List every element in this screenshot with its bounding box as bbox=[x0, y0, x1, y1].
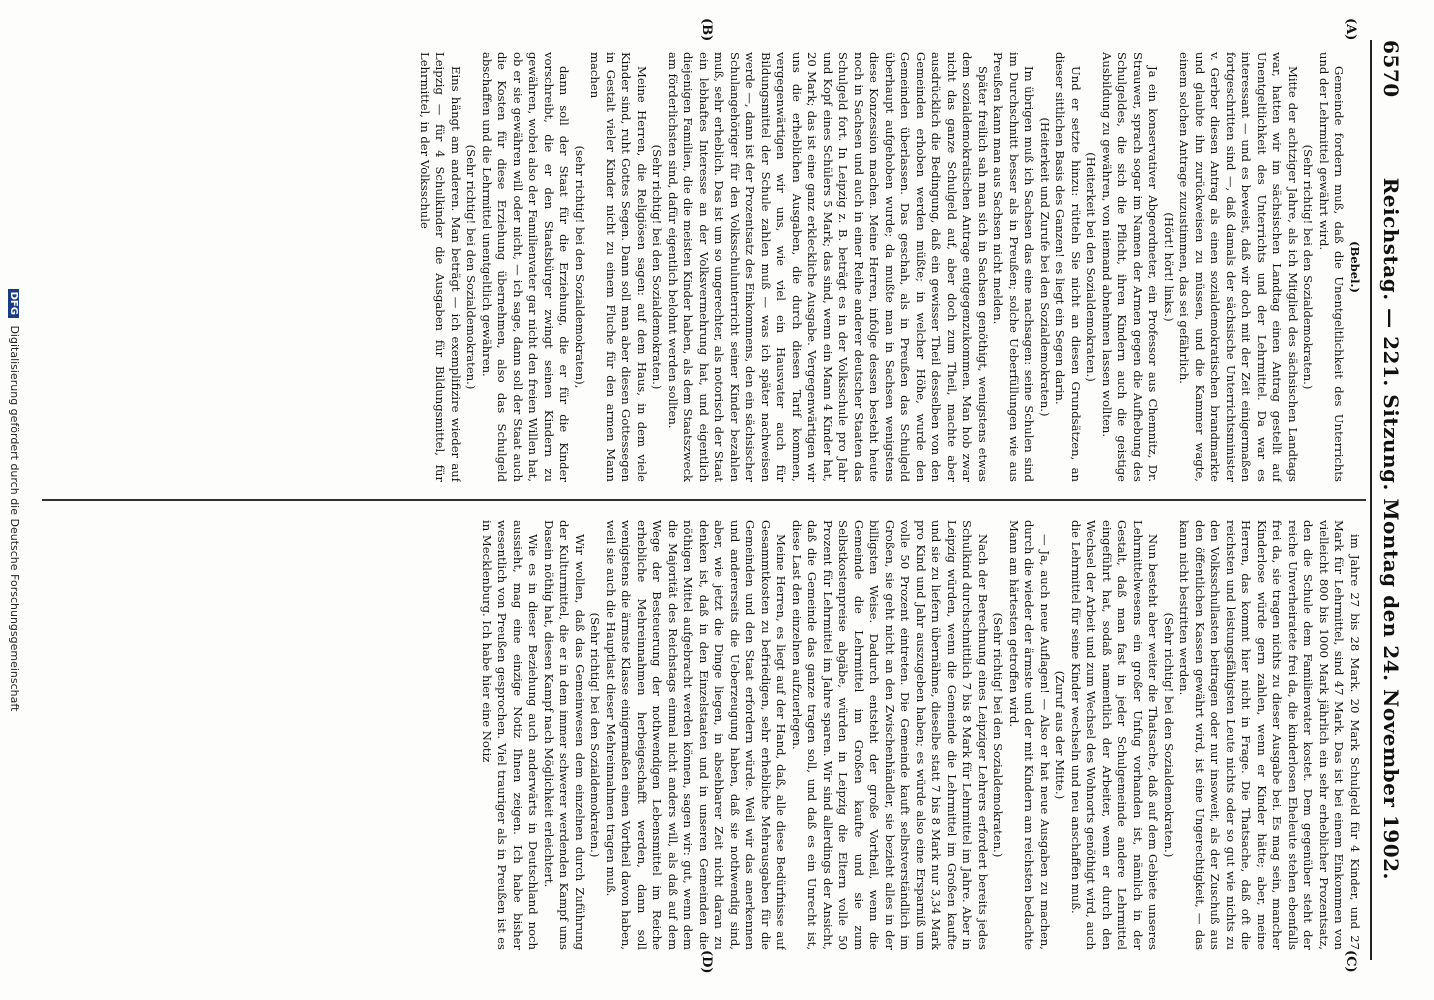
paragraph: Gemeinde fordern muß, daß die Unentgeltlichkeit des Unterrichts und der Lehrmittel gewährt wird. bbox=[1317, 52, 1347, 482]
page-header bbox=[1376, 40, 1406, 960]
page-number: 6570 bbox=[1379, 40, 1403, 98]
paragraph: — Ja, auch neue Auflagen! — Also er hat neue Ausgaben zu machen, durch die wieder der ärmste und der mit Kindern am reichsten bedachte Mann am härtesten getroffen wird. bbox=[1007, 520, 1052, 950]
interjection: (Sehr richtig! bei den Sozialdemokraten.) bbox=[464, 144, 479, 390]
running-title: Reichstag. — 221. Sitzung. Montag den 24. November 1902. bbox=[1379, 177, 1403, 881]
interjection: (Sehr richtig! bei den Sozialdemokraten.) bbox=[991, 612, 1006, 858]
paragraph: Und er setzte hinzu: rütteln Sie nicht an diesen Grundsätzen, an dieser sittlichen Basis des Ganzen! es liegt ein Segen darin. bbox=[1053, 52, 1083, 482]
interjection: (Zuruf aus der Mitte.) bbox=[1053, 670, 1068, 800]
paragraph: dann soll der Staat für die Erziehung, die er für die Kinder vorschreibt, die er den Staatsbürger zwingt seinen Kindern zu gewähren, wobei also der Familienvater gar nicht den freien Willen hat, ob er sie gewähren will oder nicht, — ich sage, dann soll der Staat auch die Kosten für diese Erziehung übernehmen, also das Schulgeld abschaffen und die Lehrmittel unentgeltlich gewähren. bbox=[480, 52, 572, 482]
left-text-column bbox=[44, 52, 1362, 482]
paragraph: Meine Herren, es liegt auf der Hand, daß, alle diese Bedürfnisse auf Gesammtkosten zu befriedigen, sehr erhebliche Mehrausgaben für die Gemeinden und den Staat erfordern würde. Weil wir das anerkennen und andererseits die Ueberzeugung haben, daß sie nothwendig sind, aber, wie jetzt die Dinge liegen, in absehbarer Zeit nicht daran zu denken ist, daß in den Einzelstaaten und in unseren Gemeinden die nöthigen Mittel aufgebracht werden können, sagen wir: gut, wenn dem die Majorität des Reichstags einmal nicht anders will, als daß auf dem Wege der Besteuerung der nothwendigen Lebensmittel im Reiche erhebliche Mehreinnahmen herbeigeschafft werden, dann soll wenigstens die ärmste Klasse einigermaßen einen Vortheil davon haben, weil sie auch die Hauptlast dieser Mehreinnahmen tragen muß. bbox=[604, 520, 789, 950]
margin-marker-a: (A) bbox=[1343, 18, 1358, 41]
paragraph: Wie es in dieser Beziehung auch anderwärts in Deutschland noch aussieht, mag eine einzige Notiz Ihnen zeigen. Ich habe bisher wesentlich von Preußen gesprochen. Viel trauriger als in Preußen ist es in Mecklenburg. Ich habe hier eine Notiz bbox=[480, 520, 541, 950]
paragraph: Später freilich sah man sich in Sachsen genöthigt, wenigstens etwas dem sozialdemokratischen Antrage entgegenzukommen. Man hob zwar nicht das ganze Schulgeld auf, aber doch zum Theil, machte aber ausdrücklich die Bedingung, daß ein gewisser Theil desselben von den Gemeinden erhoben werden müßte; in welcher Höhe, wurde den Gemeinden überlassen. Das geschah, als in Preußen das Schulgeld überhaupt aufgehoben wurde; da mußte man in Sachsen wenigstens diese Konzession machen. Meine Herren, infolge dessen besteht heute noch in Sachsen und auch in einer Reihe anderer deutscher Staaten das Schulgeld fort. In Leipzig z. B. beträgt es in der Volksschule pro Jahr und Kopf eines Schülers 5 Mark; das sind, wenn ein Mann 4 Kinder hat, 20 Mark; das ist eine ganz erkleckliche Ausgabe. Vergegenwärtigen wir uns die erheblichen Ausgaben, die durch diesen Tarif kommen, vergegenwärtigen wir uns, wie viel ein Hausvater auch für Bildungsmittel der Schule zahlen muß — was ich später nachweisen werde —, dann ist der Prozentsatz des Einkommens, den ein sächsischer Schulangehöriger für den Volksschulunterricht seiner Kinder bezahlen muß, sehr erheblich. Das ist um so ungerechter, als notorisch der Staat ein lebhaftes Interesse an der Volksvermehrung hat, und eigentlich diejenigen Familien, die die meisten Kinder haben, als dem Staatszweck am förderlichsten sind, dafür eigentlich belohnt werden sollten. bbox=[666, 52, 990, 482]
margin-marker-b: (B) bbox=[699, 18, 714, 42]
paragraph: im Jahre 27 bis 28 Mark. 20 Mark Schulgeld für 4 Kinder, und 27 Mark für Lehrmittel, sind 47 Mark. Das ist bei einem Einkommen von vielleicht 800 bis 1000 Mark jährlich ein sehr erheblicher Prozentsatz, den die Schule dem Familienvater kostet. Dem gegenüber steht der reiche Unverheiratete frei da, die kinderlosen Eheleute stehen ebenfalls frei da, sie tragen nichts zu dieser Ausgabe bei. Es mag sein, mancher Kinderlose würde gern zahlen, wenn er Kinder hätte; aber, meine Herren, das kommt hier nicht in Frage. Die Thatsache, daß oft die reichsten und leistungsfähigsten Leute nichts oder so gut wie nichts zu den Volksschullasten beitragen oder nur insoweit, als der Zuschuß aus den öffentlichen Kassen gewährt wird, ist eine Ungerechtigkeit, — das kann nicht bestritten werden. bbox=[1177, 520, 1362, 950]
paragraph: Im übrigen muß ich Sachsen das eine nachsagen: seine Schulen sind im Durchschnitt besser als in Preußen; solche Ueberfüllungen wie aus Preußen kann man aus Sachsen nicht melden. bbox=[991, 52, 1037, 482]
footer-credit: Digitalisierung gefördert durch die Deutsche Forschungsgemeinschaft bbox=[8, 325, 21, 712]
interjection: (Hört! hört! links.) bbox=[1162, 212, 1176, 322]
dfg-logo: DFG bbox=[8, 289, 19, 318]
speaker-name: (Bebel.) bbox=[1348, 240, 1362, 294]
paragraph: Ja ein konservativer Abgeordneter, ein Professor aus Chemnitz, Dr. Strauwer, sprach sogar im Namen der Armen gegen die Aufhebung des Schulgeldes, die sich die Pflicht, ihren Kindern auch die geistige Ausbildung zu gewähren, von niemand abnehmen lassen wollten. bbox=[1100, 52, 1161, 482]
paragraph: Nun besteht aber weiter die Thatsache, daß auf dem Gebiete unseres Lehrmittelwesens ein großer Unfug vorhanden ist, nämlich in der Gestalt, daß man fast in jeder Schulgemeinde andere Lehrmittel eingeführt hat, sodaß namentlich der Arbeiter, wenn er durch den Wechsel der Arbeit und zum Wechsel des Wohnorts genöthigt wird, auch die Lehrmittel für seine Kinder wechseln und neu anschaffen muß. bbox=[1069, 520, 1161, 950]
header-rule bbox=[1370, 40, 1372, 960]
interjection: (Sehr richtig! bei den Sozialdemokraten.) bbox=[1162, 612, 1176, 858]
interjection: (Sehr richtig! bei den Sozialdemokraten.) bbox=[588, 612, 603, 858]
interjection: (Sehr richtig! bei den Sozialdemokraten.) bbox=[1301, 144, 1316, 390]
interjection: (Heiterkeit bei den Sozialdemokraten.) bbox=[1084, 152, 1099, 382]
paragraph: Mitte der achtziger Jahre, als ich Mitglied des sächsischen Landtags war, hatten wir im sächsischen Landtag einen Antrag gestellt auf Unentgeltlichkeit des Unterrichts und der Lehrmittel. Da war es interessant — und es beweist, daß wir doch mit der Zeit einigermaßen fortgeschritten sind —, daß damals der sächsische Unterrichtsminister v. Gerber diesen Antrag als einen sozialdemokratischen brandmarkte und glaubte ihn zurückweisen zu müssen, und die Kammer wagte, einem solchen Antrage zuzustimmen, das sei gefährlich. bbox=[1177, 52, 1300, 482]
column-divider bbox=[42, 499, 1366, 501]
paragraph: Eins hängt am anderen. Man beträgt — ich exemplifizire wieder auf Leipzig — für 4 Schulkinder die Ausgaben für Bildungsmittel, für Lehrmittel, in der Volksschule bbox=[418, 52, 463, 482]
margin-marker-d: (D) bbox=[699, 950, 714, 974]
interjection: (Heiterkeit und Zurufe bei den Sozialdemokraten.) bbox=[1038, 117, 1052, 417]
interjection: (sehr richtig! bei den Sozialdemokraten), bbox=[573, 145, 587, 389]
paragraph: Nach der Berechnung eines Leipziger Lehrers erfordert bereits jedes Schulkind durchschnittlich 7 bis 8 Mark für Lehrmittel im Jahre. Aber in Leipzig würden, wenn die Gemeinde die Lehrmittel im Großen kaufte und sie zu liefern übernähme, dieselbe statt 7 bis 8 Mark nur 3,34 Mark pro Kind und Jahr auszugeben haben; es würde also eine Ersparniß um volle 50 Prozent eintreten. Die Gemeinde kauft selbstverständlich im Großen, sie geht nicht an den Zwischenhändler, sie bezieht alles in der billigsten Weise. Dadurch entsteht der große Vortheil, wenn die Gemeinde die Lehrmittel im Großen kaufte und sie zum Selbstkostenpreise abgäbe, würden in Leipzig die Eltern volle 50 Prozent für Lehrmittel im Jahre sparen. Wir sind allerdings der Ansicht, daß die Gemeinde das ganze tragen soll, und daß es ein Unrecht ist, diese Last den einzelnen aufzuerlegen. bbox=[790, 520, 990, 950]
margin-marker-c: (C) bbox=[1343, 950, 1358, 973]
right-text-column bbox=[44, 520, 1362, 950]
page-footer bbox=[8, 0, 21, 1000]
paragraph: Wir wollen, daß das Gemeinwesen dem einzelnen durch Zuführung der Kulturmittel, die er in dem immer schwerer werdenden Kampf ums Dasein nöthig hat, diesen Kampf nach Möglichkeit erleichtert. bbox=[542, 520, 587, 950]
paragraph: Meine Herren, die Religiösen sagen: auf dem Haus, in dem viele Kinder sind, ruht Gottes Segen. Dann soll man aber diesen Gottessegen in Gestalt vieler Kinder nicht zu einem Fluche für den armen Mann machen bbox=[588, 52, 649, 482]
interjection: (Sehr richtig! bei den Sozialdemokraten.) bbox=[650, 144, 665, 390]
